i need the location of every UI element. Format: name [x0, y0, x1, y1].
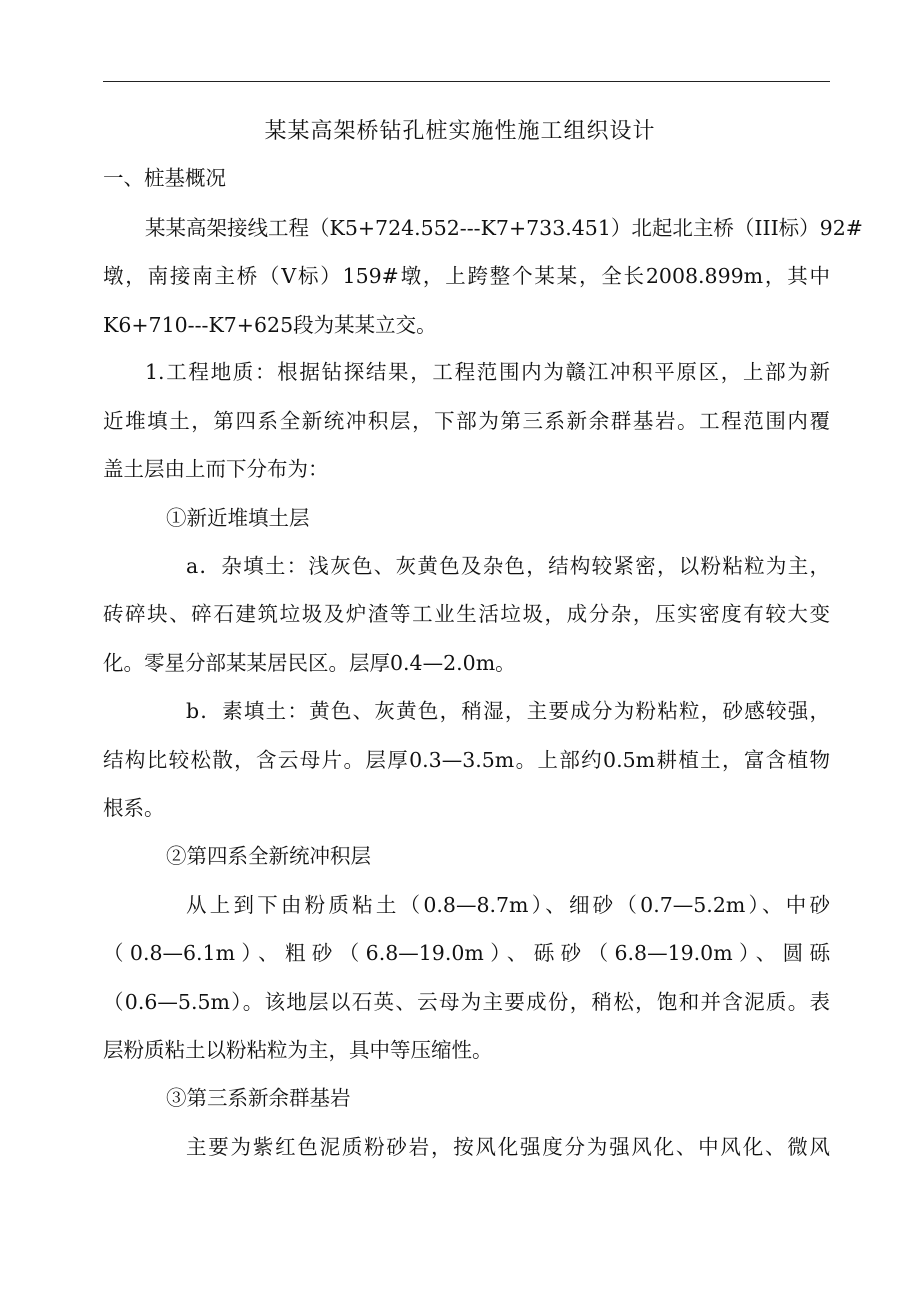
paragraph-line: 1.工程地质：根据钻探结果，工程范围内为赣江冲积平原区，上部为新 [145, 360, 830, 384]
paragraph-line: 砖碎块、碎石建筑垃圾及炉渣等工业生活垃圾，成分杂，压实密度有较大变 [103, 602, 830, 626]
paragraph-line: b．素填土：黄色、灰黄色，稍湿，主要成分为粉粘粒，砂感较强， [186, 699, 830, 723]
paragraph-line: 化。零星分部某某居民区。层厚0.4—2.0m。 [103, 651, 516, 675]
paragraph-line: 从上到下由粉质粘土（0.8—8.7m）、细砂（0.7—5.2m）、中砂 [186, 893, 830, 917]
paragraph-line: 层粉质粘土以粉粘粒为主，具中等压缩性。 [103, 1038, 493, 1062]
paragraph-line: 结构比较松散，含云母片。层厚0.3—3.5m。上部约0.5m耕植土，富含植物 [103, 748, 830, 772]
paragraph-line: 墩，南接南主桥（Ⅴ标）159#墩，上跨整个某某，全长2008.899m，其中 [103, 264, 830, 288]
paragraph-line: K6+710---K7+625段为某某立交。 [103, 313, 437, 337]
section-heading: 一、桩基概况 [103, 166, 226, 190]
paragraph-line: 某某高架接线工程（K5+724.552---K7+733.451）北起北主桥（III标）92# [145, 216, 863, 240]
header-rule [103, 81, 830, 82]
paragraph-line: a．杂填土：浅灰色、灰黄色及杂色，结构较紧密，以粉粘粒为主， [186, 554, 830, 578]
paragraph-line: 主要为紫红色泥质粉砂岩，按风化强度分为强风化、中风化、微风 [186, 1135, 830, 1159]
paragraph-line: 根系。 [103, 796, 165, 820]
paragraph-line: 盖土层由上而下分布为： [103, 457, 329, 481]
subsection-heading: ①新近堆填土层 [166, 506, 310, 530]
paragraph-line: （0.8—6.1m）、粗砂（6.8—19.0m）、砾砂（6.8—19.0m）、圆砾 [103, 941, 830, 965]
paragraph-line: （0.6—5.5m）。该地层以石英、云母为主要成份，稍松，饱和并含泥质。表 [103, 990, 830, 1014]
subsection-heading: ③第三系新余群基岩 [166, 1086, 351, 1110]
subsection-heading: ②第四系全新统冲积层 [166, 844, 371, 868]
paragraph-line: 近堆填土，第四系全新统冲积层，下部为第三系新余群基岩。工程范围内覆 [103, 409, 830, 433]
document-title: 某某高架桥钻孔桩实施性施工组织设计 [264, 119, 656, 144]
